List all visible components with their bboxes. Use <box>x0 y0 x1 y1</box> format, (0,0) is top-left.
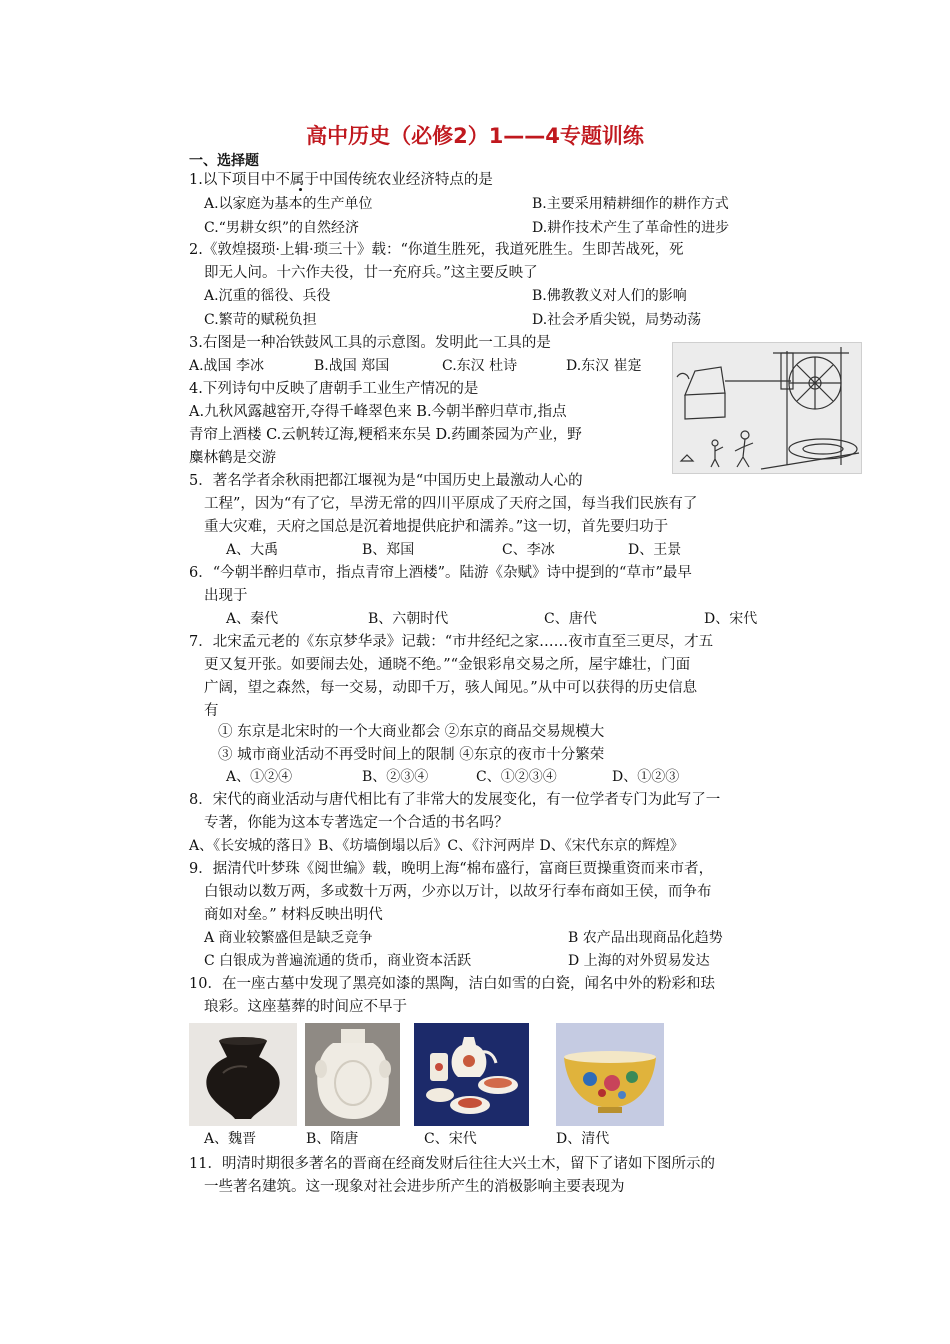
q10-option-c: C、宋代 <box>424 1131 477 1147</box>
q1-option-b: B.主要采用精耕细作的耕作方式 <box>532 196 729 212</box>
white-porcelain-photo <box>305 1023 400 1126</box>
q4-line3: 青帘上酒楼 C.云帆转辽海,粳稻来东吴 D.药圃茶园为产业，野 <box>189 427 582 443</box>
q1-option-d: D.耕作技术产生了革命性的进步 <box>532 220 730 236</box>
q2-line1: 2.《敦煌掇琐·上辑·琐三十》载：“你道生胜死，我道死胜生。生即苦战死，死 <box>189 242 684 258</box>
section-heading: 一、选择题 <box>189 153 259 169</box>
q8-options: A、《长安城的落日》B、《坊墙倒塌以后》C、《汴河两岸 D、《宋代东京的辉煌》 <box>189 838 684 854</box>
q10-option-a: A、魏晋 <box>204 1131 257 1147</box>
bellows-drawing <box>673 343 861 473</box>
q5-option-a: A、大禹 <box>226 542 279 558</box>
page-title: 高中历史（必修2）1——4专题训练 <box>306 124 644 148</box>
enamel-bowl-photo <box>556 1023 664 1126</box>
q3-stem: 3.右图是一种冶铁鼓风工具的示意图。发明此一工具的是 <box>189 335 551 351</box>
famille-rose-drawing <box>414 1023 529 1126</box>
q9-line3: 商如对垒。” 材料反映出明代 <box>204 907 383 923</box>
q11-line2: 一些著名建筑。这一现象对社会进步所产生的消极影响主要表现为 <box>204 1179 625 1195</box>
q2-option-d: D.社会矛盾尖锐，局势动荡 <box>532 312 702 328</box>
q2-option-b: B.佛教教义对人们的影响 <box>532 288 687 304</box>
q8-line2: 专著，你能为这本专著选定一个合适的书名吗？ <box>204 815 509 831</box>
q2-line2: 即无人问。十六作夫役，廿一充府兵。”这主要反映了 <box>204 265 538 281</box>
q9-option-c: C 白银成为普遍流通的货币，商业资本活跃 <box>204 953 472 969</box>
q4-line1: 4.下列诗句中反映了唐朝手工业生产情况的是 <box>189 381 479 397</box>
q10-line1: 10．在一座古墓中发现了黑亮如漆的黑陶，洁白如雪的白瓷，闻名中外的粉彩和珐 <box>189 976 715 992</box>
q7-line2: 更又复开张。如要闹去处，通晓不绝。”“金银彩帛交易之所，屋宇雄壮，门面 <box>204 657 691 673</box>
q2-option-c: C.繁苛的赋税负担 <box>204 312 317 328</box>
q9-option-d: D 上海的对外贸易发达 <box>568 953 710 969</box>
bellows-illustration <box>672 342 862 474</box>
q7-line4: 有 <box>204 703 219 719</box>
q7-line1: 7．北宋孟元老的《东京梦华录》记载：“市井经纪之家……夜市直至三更尽，才五 <box>189 634 714 650</box>
q3-option-d: D.东汉 崔寔 <box>566 358 642 374</box>
black-pottery-photo <box>189 1023 297 1126</box>
q6-option-d: D、宋代 <box>704 611 758 627</box>
q5-line3: 重大灾难，天府之国总是沉着地提供庇护和濡养。”这一切，首先要归功于 <box>204 519 669 535</box>
q4-line2: A.九秋风露越窑开,夺得千峰翠色来 B.今朝半醉归草市,指点 <box>189 404 567 420</box>
q1-option-a: A.以家庭为基本的生产单位 <box>204 196 373 212</box>
q3-option-a: A.战国 李冰 <box>189 358 265 374</box>
q6-line1: 6．“今朝半醉归草市，指点青帘上酒楼”。陆游《杂赋》诗中提到的“草市”最早 <box>189 565 692 581</box>
q2-option-a: A.沉重的徭役、兵役 <box>204 288 331 304</box>
q7-line3: 广阔，望之森然，每一交易，动即千万，骇人闻见。”从中可以获得的历史信息 <box>204 680 698 696</box>
q6-option-c: C、唐代 <box>544 611 597 627</box>
q1-stem: 1.以下项目中不属于中国传统农业经济特点的是 <box>189 172 493 188</box>
q9-line2: 白银动以数万两，多或数十万两，少亦以万计，以故牙行奉布商如王侯，而争布 <box>204 884 712 900</box>
famille-rose-photo <box>414 1023 529 1126</box>
q1-option-c: C.“男耕女织”的自然经济 <box>204 220 359 236</box>
white-porcelain-drawing <box>305 1023 400 1126</box>
q5-option-d: D、王景 <box>628 542 682 558</box>
q10-option-b: B、隋唐 <box>306 1131 359 1147</box>
q5-line2: 工程”，因为“有了它，旱涝无常的四川平原成了天府之国，每当我们民族有了 <box>204 496 698 512</box>
q3-option-c: C.东汉 杜诗 <box>442 358 518 374</box>
q8-line1: 8．宋代的商业活动与唐代相比有了非常大的发展变化，有一位学者专门为此写了一 <box>189 792 721 808</box>
q6-line2: 出现于 <box>204 588 248 604</box>
q4-line4: 麋林鹤是交游 <box>189 450 276 466</box>
q9-option-a: A 商业较繁盛但是缺乏竞争 <box>204 930 373 946</box>
q10-option-d: D、清代 <box>556 1131 610 1147</box>
q11-line1: 11．明清时期很多著名的晋商在经商发财后往往大兴土木，留下了诸如下图所示的 <box>189 1156 715 1172</box>
q10-line2: 琅彩。这座墓葬的时间应不早于 <box>204 999 407 1015</box>
black-pottery-drawing <box>189 1023 297 1126</box>
q7-option-d: D、①②③ <box>612 769 680 785</box>
emphasis-dot <box>299 188 302 191</box>
enamel-bowl-drawing <box>556 1023 664 1126</box>
q5-option-c: C、李冰 <box>502 542 555 558</box>
q7-option-a: A、①②④ <box>226 769 293 785</box>
q7-option-c: C、①②③④ <box>476 769 557 785</box>
q5-line1: 5．著名学者余秋雨把都江堰视为是“中国历史上最激动人心的 <box>189 473 583 489</box>
q9-option-b: B 农产品出现商品化趋势 <box>568 930 723 946</box>
q6-option-a: A、秦代 <box>226 611 279 627</box>
q7-statement-1-2: ① 东京是北宋时的一个大商业都会 ②东京的商品交易规模大 <box>218 724 605 740</box>
q9-line1: 9．据清代叶梦珠《阅世编》载，晚明上海“棉布盛行，富商巨贾操重资而来市者， <box>189 861 714 877</box>
q7-statement-3-4: ③ 城市商业活动不再受时间上的限制 ④东京的夜市十分繁荣 <box>218 747 605 763</box>
q7-option-b: B、②③④ <box>362 769 429 785</box>
q3-option-b: B.战国 郑国 <box>314 358 390 374</box>
q5-option-b: B、郑国 <box>362 542 415 558</box>
q6-option-b: B、六朝时代 <box>368 611 449 627</box>
